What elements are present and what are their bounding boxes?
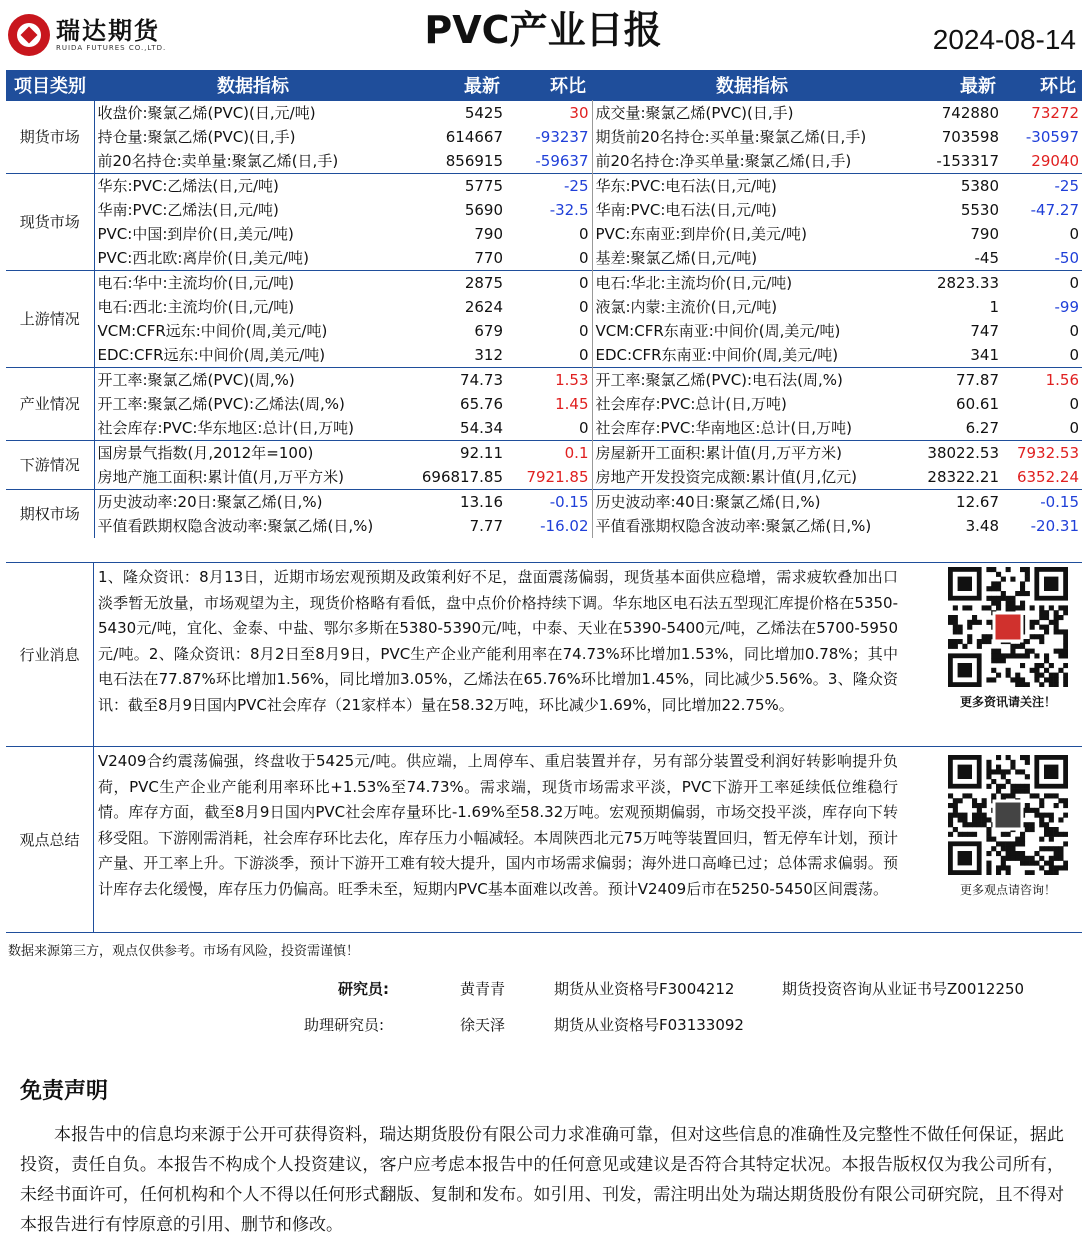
view-summary-section	[6, 746, 1082, 932]
category-label: 下游情况	[6, 440, 94, 489]
indicator-name: 基差:聚氯乙烯(日,元/吨)	[595, 248, 758, 267]
latest-value: 5775	[412, 173, 506, 198]
staff-license: 期货从业资格号F3004212	[554, 980, 735, 998]
col-latest: 最新	[412, 70, 506, 100]
change-value: 7921.85	[506, 465, 592, 490]
latest-value: 54.34	[460, 418, 503, 437]
table-header-row	[6, 70, 1082, 100]
change-value: 1.56	[1002, 367, 1082, 392]
indicator-name: 前20名持仓:净买单量:聚氯乙烯(日,手)	[595, 151, 852, 170]
latest-value: 5425	[412, 100, 506, 125]
latest-value: 74.73	[412, 367, 506, 392]
staff-license-2: 期货投资咨询从业证书号Z0012250	[782, 980, 1025, 998]
latest-value: 12.67	[912, 489, 1002, 514]
qr-caption: 更多观点请咨询！	[959, 883, 1056, 897]
change-value: -99	[1054, 297, 1079, 316]
col-change-2: 环比	[1002, 70, 1082, 100]
table-row	[6, 367, 1082, 392]
staff-license: 期货从业资格号F03133092	[554, 1016, 744, 1034]
industry-news-section	[6, 562, 1082, 746]
col-indicator: 数据指标	[94, 70, 412, 100]
indicator-name: 房地产施工面积:累计值(月,万平方米)	[97, 467, 345, 486]
latest-value: 703598	[941, 127, 999, 146]
latest-value: 770	[474, 248, 503, 267]
category-label: 产业情况	[6, 367, 94, 440]
latest-value: 747	[970, 321, 999, 340]
change-value: 0	[506, 246, 592, 271]
report-date: 2024-08-14	[932, 24, 1076, 55]
category-label: 上游情况	[6, 270, 94, 367]
indicator-name: 电石:华北:主流均价(日,元/吨)	[592, 270, 912, 295]
latest-value: 341	[970, 345, 999, 364]
staff-role: 助理研究员:	[304, 1016, 385, 1034]
table-row	[6, 198, 1082, 222]
report-header	[0, 0, 1086, 66]
latest-value: 2624	[464, 297, 503, 316]
change-value: -25	[1002, 173, 1082, 198]
change-value: -93237	[506, 125, 592, 149]
indicator-name: 房屋新开工面积:累计值(月,万平方米)	[592, 440, 912, 465]
industry-news-text: 1、隆众资讯：8月13日，近期市场宏观预期及政策利好不足，盘面震荡偏弱，现货基本面供应稳增，需求疲软叠加出口淡季暂无放量，市场观望为主，现货价格略有看低，盘中点价价格持续下调。华东地区电石法五型现汇库提价格在5350-5430元/吨，宜化、金泰、中盐、鄂尔多斯在5380-5390元/吨，中泰、天业在5390-5400元/吨，乙烯法在5700-5950元/吨。2、隆众资讯：8月2日至8月9日，PVC生产企业产能利用率在74.73%环比增加1.53%，同比增加0.78%；其中电石法在77.87%环比增加1.56%，同比增加3.05%，乙烯法在65.76%环比增加1.45%，同比减少5.56%。3、隆众资讯：截至8月9日国内PVC社会库存（21家样本）量在58.32万吨，环比减少1.69%，同比增加22.75%。	[98, 568, 898, 714]
table-row	[6, 440, 1082, 465]
latest-value: 856915	[445, 151, 503, 170]
category-label: 现货市场	[6, 173, 94, 270]
change-value: 1.45	[506, 392, 592, 416]
table-row	[6, 295, 1082, 319]
latest-value: 679	[474, 321, 503, 340]
change-value: 0	[1002, 270, 1082, 295]
table-row	[6, 489, 1082, 514]
latest-value: 5690	[464, 200, 503, 219]
latest-value: 742880	[912, 100, 1002, 125]
view-summary-text: V2409合约震荡偏强，终盘收于5425元/吨。供应端，上周停车、重启装置并存，另有部分装置受利润好转影响提升负荷，PVC生产企业产能利用率环比+1.53%至74.73%。需求端，现货市场需求平淡，PVC下游开工率延续低位维稳行情。库存方面，截至8月9日国内PVC社会库存量环比-1.69%至58.32万吨。宏观预期偏弱，市场交投平淡，库存向下转移受阻。下游刚需消耗，社会库存环比去化，库存压力小幅减轻。本周陕西北元75万吨等装置回归，暂无停车计划，预计产量、开工率上升。下游淡季，预计下游开工难有较大提升，国内市场需求偏弱；海外进口高峰已过；总体需求偏弱。预计库存去化缓慢，库存压力仍偏高。旺季未至，短期内PVC基本面难以改善。预计V2409后市在5250-5450区间震荡。	[98, 752, 898, 898]
change-value: -20.31	[1030, 516, 1079, 535]
change-value: 0	[1069, 345, 1079, 364]
indicator-name: 房地产开发投资完成额:累计值(月,亿元)	[595, 467, 858, 486]
change-value: -0.15	[506, 489, 592, 514]
latest-value: 5380	[912, 173, 1002, 198]
latest-value: 92.11	[412, 440, 506, 465]
indicator-name: 历史波动率:40日:聚氯乙烯(日,%)	[592, 489, 912, 514]
indicator-name: 华南:PVC:乙烯法(日,元/吨)	[97, 200, 279, 219]
indicator-name: 开工率:聚氯乙烯(PVC):乙烯法(周,%)	[97, 394, 345, 413]
indicator-name: EDC:CFR远东:中间价(周,美元/吨)	[97, 345, 326, 364]
latest-value: 3.48	[965, 516, 999, 535]
change-value: -30597	[1025, 127, 1079, 146]
latest-value: 13.16	[412, 489, 506, 514]
indicator-name: 持仓量:聚氯乙烯(PVC)(日,手)	[97, 127, 296, 146]
table-row	[6, 149, 1082, 174]
latest-value: 614667	[445, 127, 503, 146]
change-value: 0.1	[506, 440, 592, 465]
table-row	[6, 416, 1082, 441]
table-row	[6, 343, 1082, 368]
change-value: 30	[506, 100, 592, 125]
qr-code-icon	[948, 567, 1068, 687]
col-change: 环比	[506, 70, 592, 100]
indicator-name: 开工率:聚氯乙烯(PVC)(周,%)	[94, 367, 412, 392]
latest-value: 2823.33	[912, 270, 1002, 295]
latest-value: 790	[970, 224, 999, 243]
qr-consult	[944, 755, 1072, 898]
table-row	[6, 270, 1082, 295]
change-value: 0	[506, 319, 592, 343]
change-value: 6352.24	[1016, 467, 1079, 486]
indicator-name: 电石:西北:主流均价(日,元/吨)	[97, 297, 295, 316]
latest-value: -45	[974, 248, 999, 267]
latest-value: 60.61	[956, 394, 999, 413]
table-bottom-rule	[6, 932, 1082, 933]
source-note: 数据来源第三方，观点仅供参考。市场有风险，投资需谨慎！	[8, 944, 360, 959]
latest-value: 38022.53	[912, 440, 1002, 465]
indicator-name: 华南:PVC:电石法(日,元/吨)	[595, 200, 777, 219]
change-value: 0	[1069, 394, 1079, 413]
col-indicator-2: 数据指标	[592, 70, 912, 100]
indicator-name: 社会库存:PVC:总计(日,万吨)	[595, 394, 787, 413]
change-value: 73272	[1002, 100, 1082, 125]
change-value: -59637	[506, 149, 592, 174]
latest-value: 790	[474, 224, 503, 243]
change-value: 0	[1069, 418, 1079, 437]
staff-name: 黄青青	[460, 980, 506, 998]
category-label: 期货市场	[6, 100, 94, 173]
change-value: 0	[506, 222, 592, 246]
change-value: 0	[506, 295, 592, 319]
logo-name-cn: 瑞达期货	[56, 16, 160, 45]
qr-follow	[944, 567, 1072, 710]
indicator-table	[6, 70, 1082, 538]
latest-value: 6.27	[965, 418, 999, 437]
logo-name-en: RUIDA FUTURES CO.,LTD.	[56, 43, 167, 52]
qr-code-icon	[948, 755, 1068, 875]
indicator-name: VCM:CFR远东:中间价(周,美元/吨)	[97, 321, 328, 340]
table-row	[6, 222, 1082, 246]
latest-value: 2875	[412, 270, 506, 295]
latest-value: -153317	[936, 151, 999, 170]
indicator-name: 期货前20名持仓:买单量:聚氯乙烯(日,手)	[595, 127, 867, 146]
category-label: 观点总结	[6, 747, 94, 932]
table-row	[6, 514, 1082, 538]
indicator-name: PVC:中国:到岸价(日,美元/吨)	[97, 224, 294, 243]
change-value: 29040	[1031, 151, 1079, 170]
category-label: 行业消息	[6, 563, 94, 746]
latest-value: 5530	[960, 200, 999, 219]
latest-value: 312	[474, 345, 503, 364]
table-row	[6, 125, 1082, 149]
change-value: -47.27	[1030, 200, 1079, 219]
latest-value: 7.77	[469, 516, 503, 535]
latest-value: 65.76	[460, 394, 503, 413]
indicator-name: 华东:PVC:电石法(日,元/吨)	[592, 173, 912, 198]
disclaimer-title: 免责声明	[20, 1079, 109, 1104]
change-value: 0	[1069, 321, 1079, 340]
change-value: 0	[506, 416, 592, 441]
indicator-name: 华东:PVC:乙烯法(日,元/吨)	[94, 173, 412, 198]
indicator-name: 成交量:聚氯乙烯(PVC)(日,手)	[592, 100, 912, 125]
change-value: 0	[1069, 224, 1079, 243]
change-value: -0.15	[1002, 489, 1082, 514]
indicator-name: 平值看跌期权隐含波动率:聚氯乙烯(日,%)	[97, 516, 374, 535]
staff-name: 徐天泽	[460, 1016, 506, 1034]
change-value: 0	[506, 270, 592, 295]
col-category: 项目类别	[6, 70, 94, 100]
qr-caption: 更多资讯请关注！	[959, 695, 1056, 709]
change-value: 0	[506, 343, 592, 368]
indicator-name: 液氯:内蒙:主流价(日,元/吨)	[595, 297, 778, 316]
indicator-name: 前20名持仓:卖单量:聚氯乙烯(日,手)	[97, 151, 339, 170]
table-row	[6, 465, 1082, 490]
indicator-name: 国房景气指数(月,2012年=100)	[94, 440, 412, 465]
indicator-name: 开工率:聚氯乙烯(PVC):电石法(周,%)	[592, 367, 912, 392]
indicator-name: 社会库存:PVC:华东地区:总计(日,万吨)	[97, 418, 354, 437]
change-value: 7932.53	[1002, 440, 1082, 465]
latest-value: 1	[989, 297, 999, 316]
table-row	[6, 392, 1082, 416]
indicator-name: PVC:东南亚:到岸价(日,美元/吨)	[595, 224, 807, 243]
latest-value: 28322.21	[927, 467, 999, 486]
staff-role: 研究员:	[338, 980, 389, 998]
latest-value: 696817.85	[421, 467, 503, 486]
report-title: PVC产业日报	[424, 8, 662, 52]
col-latest-2: 最新	[912, 70, 1002, 100]
indicator-name: 收盘价:聚氯乙烯(PVC)(日,元/吨)	[94, 100, 412, 125]
disclaimer-text: 本报告中的信息均来源于公开可获得资料，瑞达期货股份有限公司力求准确可靠，但对这些信息的准确性及完整性不做任何保证，据此投资，责任自负。本报告不构成个人投资建议，客户应考虑本报告中的任何意见或建议是否符合其特定状况。本报告版权仅为我公司所有，未经书面许可，任何机构和个人不得以任何形式翻版、复制和发布。如引用、刊发，需注明出处为瑞达期货股份有限公司研究院，且不得对本报告进行有悖原意的引用、删节和修改。	[20, 1125, 1064, 1235]
change-value: -25	[506, 173, 592, 198]
category-label: 期权市场	[6, 489, 94, 538]
indicator-name: 历史波动率:20日:聚氯乙烯(日,%)	[94, 489, 412, 514]
table-row	[6, 173, 1082, 198]
indicator-name: VCM:CFR东南亚:中间价(周,美元/吨)	[595, 321, 841, 340]
indicator-name: 电石:华中:主流均价(日,元/吨)	[94, 270, 412, 295]
indicator-name: 平值看涨期权隐含波动率:聚氯乙烯(日,%)	[595, 516, 872, 535]
table-row	[6, 246, 1082, 271]
indicator-name: 社会库存:PVC:华南地区:总计(日,万吨)	[595, 418, 852, 437]
table-row	[6, 100, 1082, 125]
change-value: -50	[1054, 248, 1079, 267]
table-row	[6, 319, 1082, 343]
latest-value: 77.87	[912, 367, 1002, 392]
change-value: -16.02	[506, 514, 592, 538]
indicator-name: EDC:CFR东南亚:中间价(周,美元/吨)	[595, 345, 839, 364]
indicator-name: PVC:西北欧:离岸价(日,美元/吨)	[97, 248, 309, 267]
change-value: -32.5	[506, 198, 592, 222]
change-value: 1.53	[506, 367, 592, 392]
